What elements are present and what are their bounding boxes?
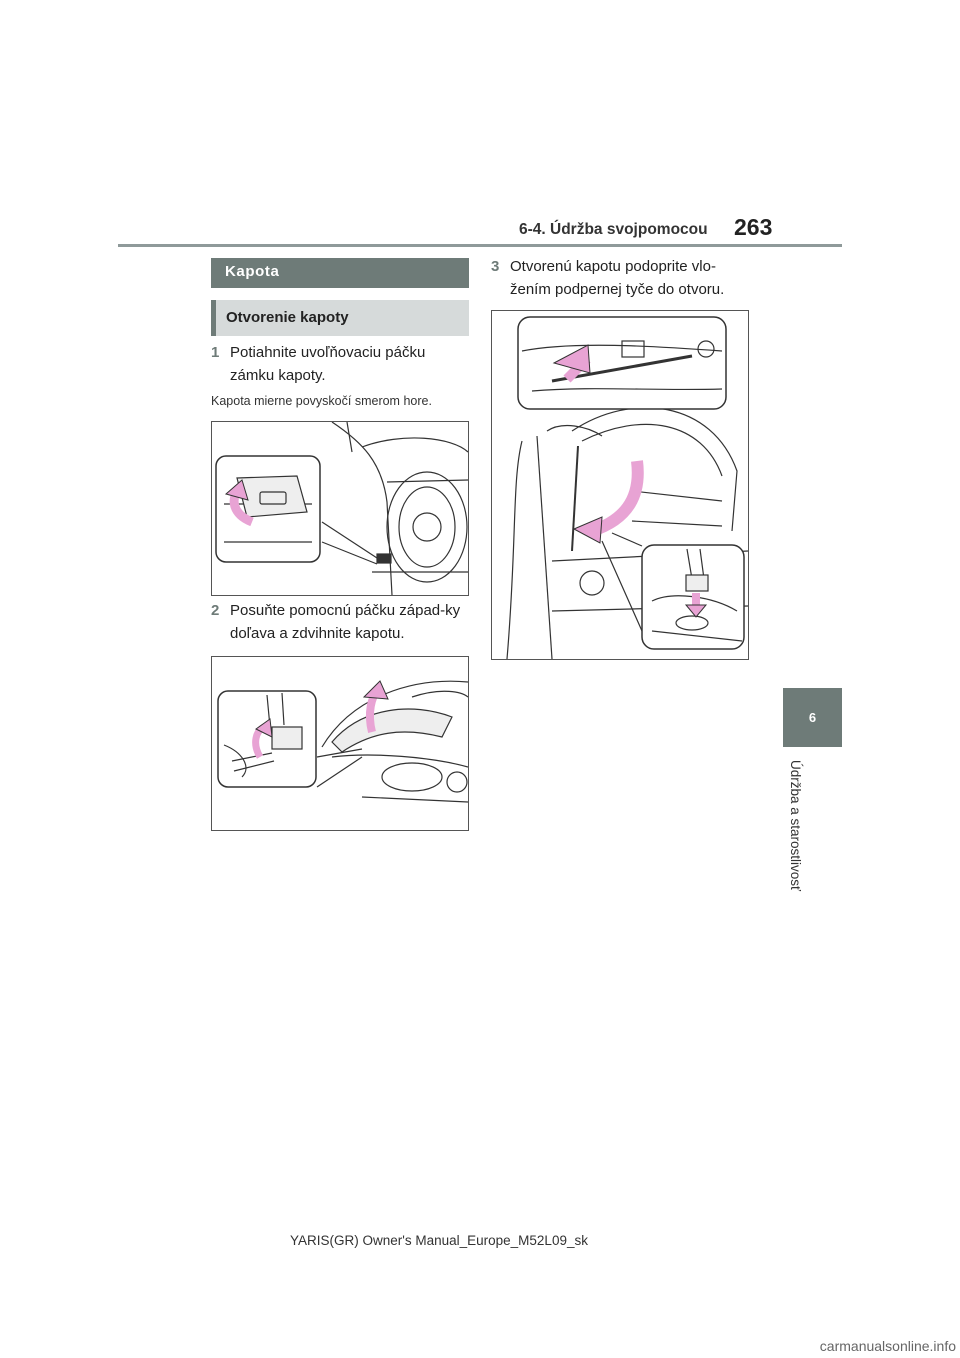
step-3-text: Otvorenú kapotu podoprite vlo-žením podpernej tyče do otvoru. — [510, 258, 725, 298]
support-rod-illustration — [492, 311, 748, 659]
step-1 — [211, 341, 473, 387]
page-number: 263 — [734, 214, 773, 240]
step-1-number: 1 — [211, 344, 220, 361]
footer-manual-id: YARIS(GR) Owner's Manual_Europe_M52L09_sk — [290, 1233, 588, 1248]
header-divider — [118, 244, 842, 247]
step-1-note: Kapota mierne povyskočí smerom hore. — [211, 394, 432, 408]
chapter-title-vertical — [786, 760, 806, 910]
sub-heading: Otvorenie kapoty — [211, 300, 469, 336]
step-3-number: 3 — [491, 258, 500, 275]
chapter-title-text: Údržba a starostlivosť — [788, 760, 803, 892]
figure-hood-latch-lift — [211, 656, 469, 831]
hood-release-illustration — [212, 422, 468, 595]
figure-hood-release-lever — [211, 421, 469, 596]
main-heading: Kapota — [211, 258, 469, 288]
watermark: carmanualsonline.info — [819, 1338, 956, 1354]
section-title: 6-4. Údržba svojpomocou — [519, 221, 708, 238]
step-1-text: Potiahnite uvoľňovaciu páčku zámku kapoty. — [230, 344, 426, 384]
step-3 — [491, 255, 753, 301]
step-2-text: Posuňte pomocnú páčku západ-ky doľava a zdvihnite kapotu. — [230, 602, 461, 642]
chapter-tab: 6 — [783, 688, 842, 747]
figure-hood-support-rod — [491, 310, 749, 660]
step-2-number: 2 — [211, 602, 220, 619]
hood-latch-illustration — [212, 657, 468, 830]
step-2 — [211, 599, 473, 645]
